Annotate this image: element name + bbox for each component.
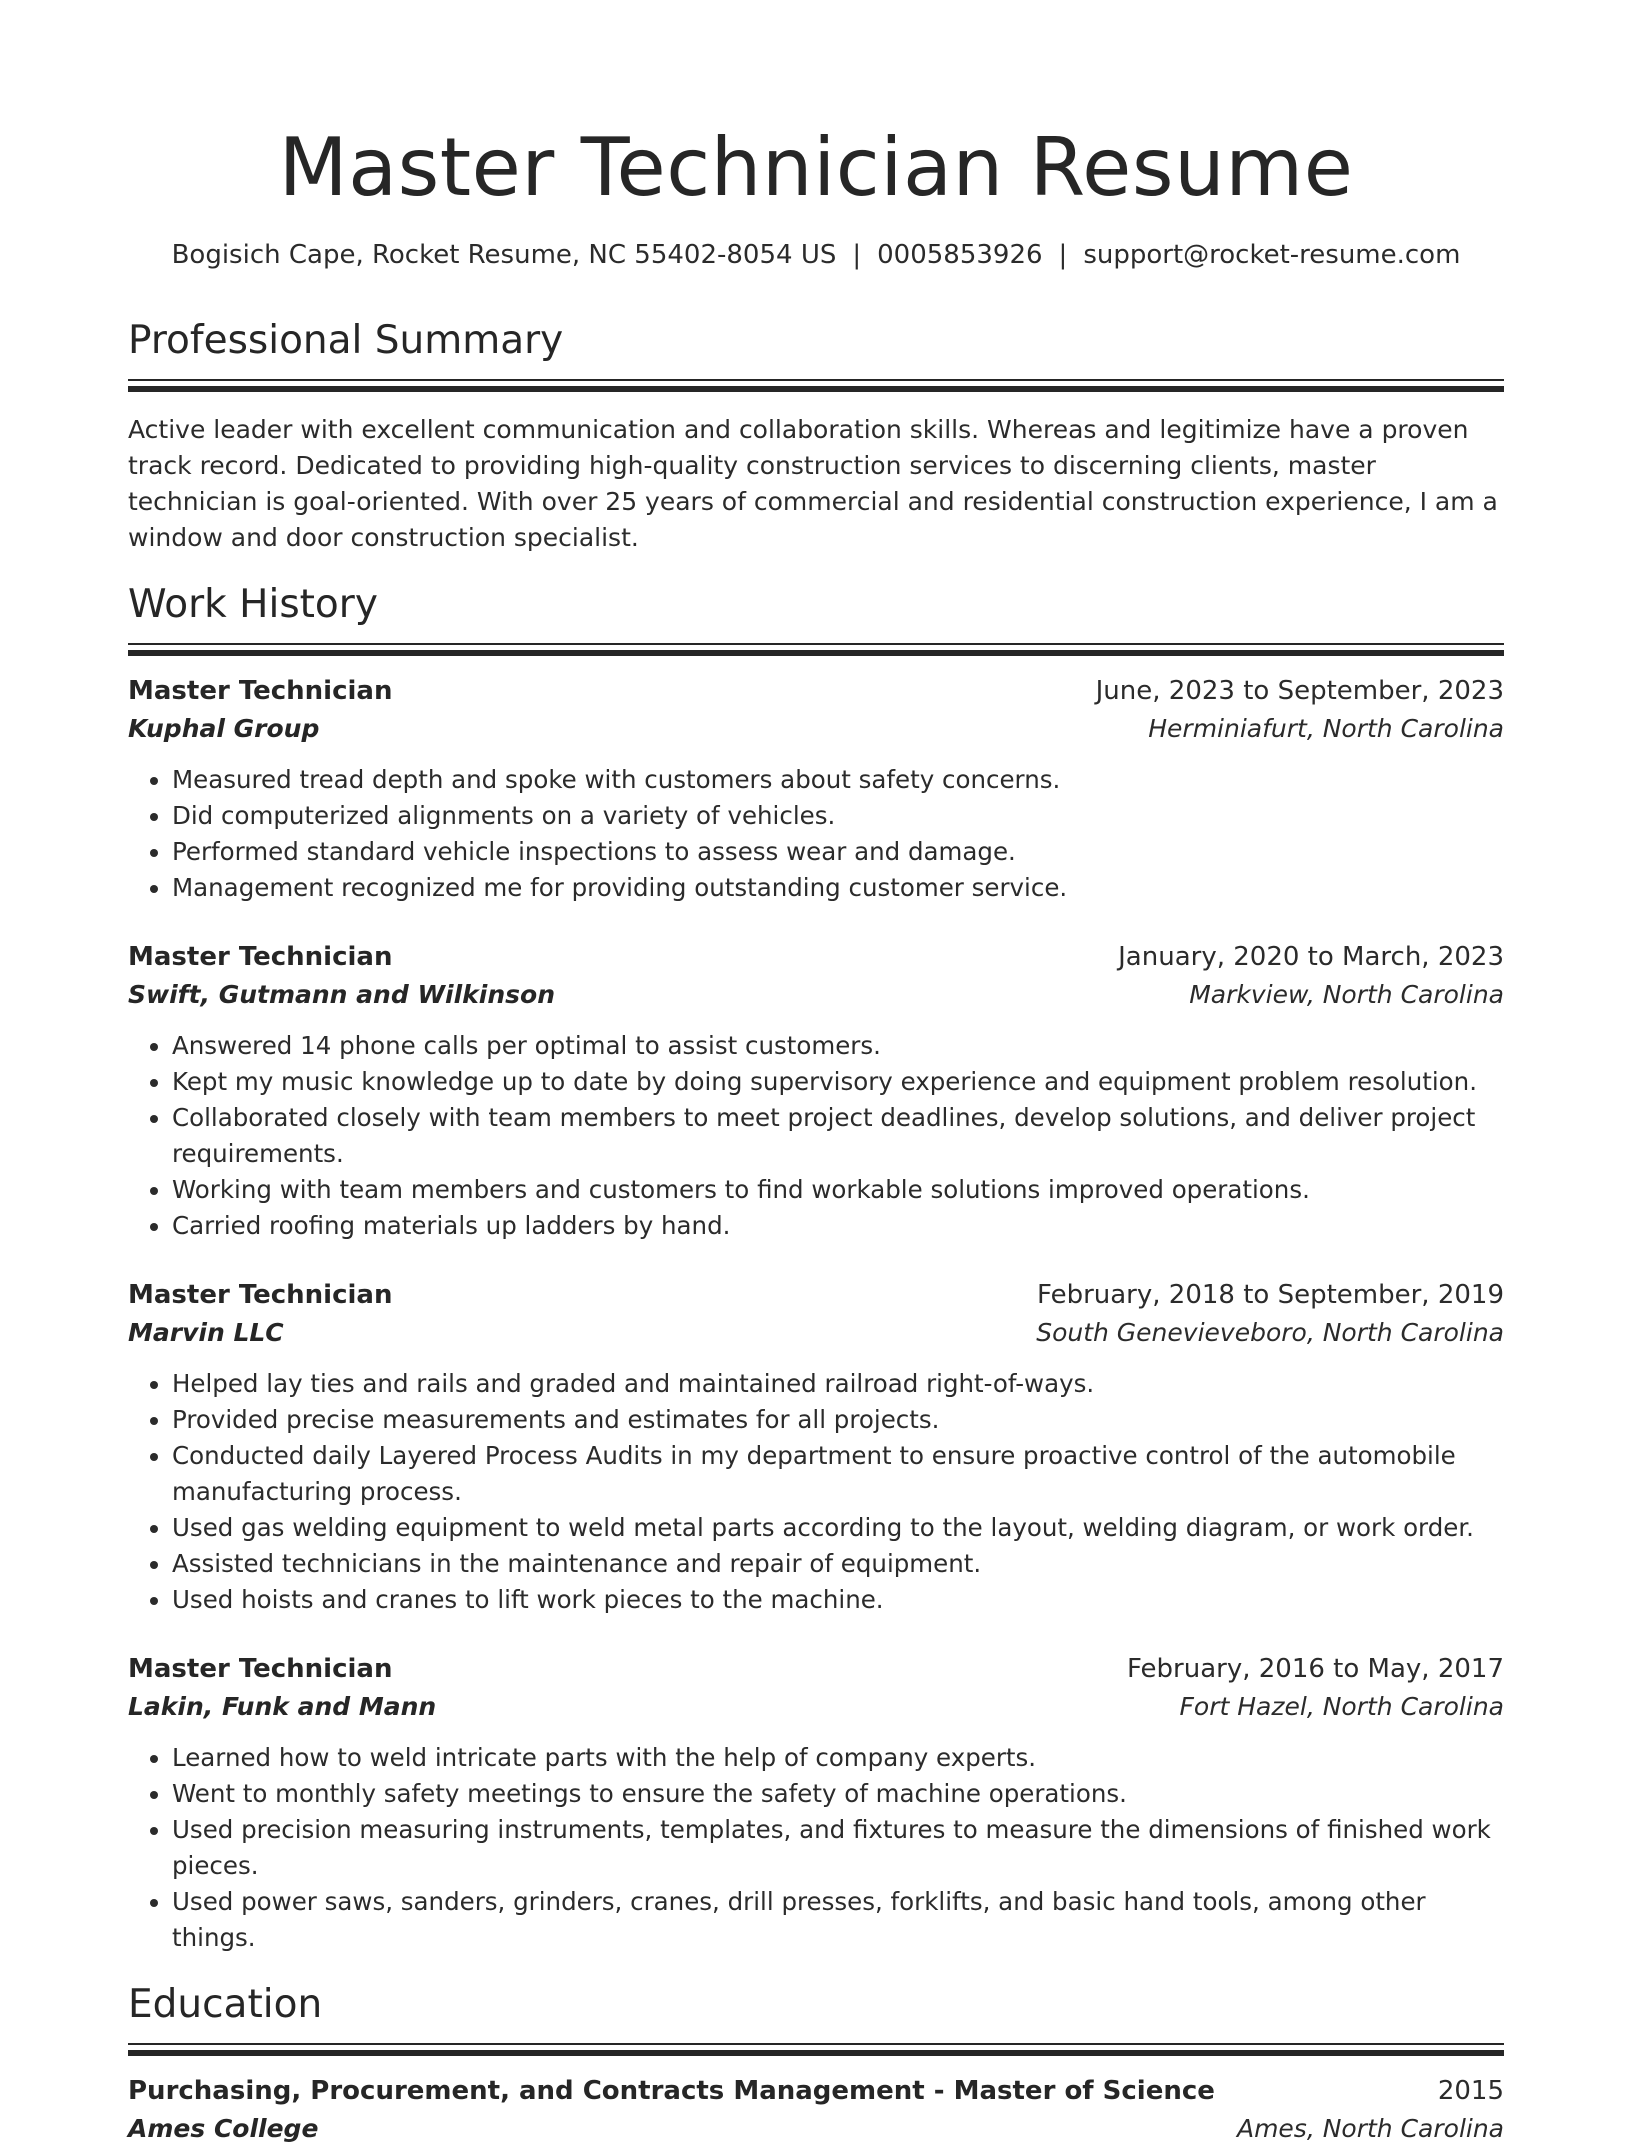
job-company: Swift, Gutmann and Wilkinson <box>128 980 556 1009</box>
job-location: Herminiafurt, North Carolina <box>1148 714 1504 743</box>
job-dates: January, 2020 to March, 2023 <box>1118 942 1504 972</box>
contact-separator: | <box>1058 240 1068 270</box>
list-item: • Learned how to weld intricate parts with the help of company experts. <box>172 1740 1504 1776</box>
list-item: • Carried roofing materials up ladders by hand. <box>172 1208 1504 1244</box>
list-item: • Answered 14 phone calls per optimal to assist customers. <box>172 1028 1504 1064</box>
job-entry <box>128 938 1504 1244</box>
section-heading-work: Work History <box>128 582 378 627</box>
education-entry <box>128 2072 1504 2148</box>
job-bullets <box>128 762 1504 906</box>
list-item: • Measured tread depth and spoke with customers about safety concerns. <box>172 762 1504 798</box>
job-title: Master Technician <box>128 676 393 706</box>
list-item: • Working with team members and customers to find workable solutions improved operations. <box>172 1172 1504 1208</box>
job-entry <box>128 1650 1504 1956</box>
contact-separator: | <box>852 240 862 270</box>
job-location: South Genevieveboro, North Carolina <box>1036 1318 1504 1347</box>
job-location: Fort Hazel, North Carolina <box>1179 1692 1504 1721</box>
job-title: Master Technician <box>128 1280 393 1310</box>
list-item: • Management recognized me for providing outstanding customer service. <box>172 870 1504 906</box>
contact-email: support@rocket-resume.com <box>1083 240 1461 270</box>
section-divider <box>128 379 1504 392</box>
job-location: Markview, North Carolina <box>1189 980 1504 1009</box>
summary-text: Active leader with excellent communication and collaboration skills. Whereas and legitimize have a proven track record. Dedicated to providing high-quality construction services to discerning clients, master technician is goal-oriented. With over 25 years of commercial and residential construction experience, I am a window and door construction specialist. <box>128 415 1498 552</box>
job-entry <box>128 672 1504 906</box>
list-item: • Provided precise measurements and estimates for all projects. <box>172 1402 1504 1438</box>
work-section <box>128 580 1504 1956</box>
job-dates: February, 2016 to May, 2017 <box>1127 1654 1504 1684</box>
list-item: • Collaborated closely with team members to meet project deadlines, develop solutions, and deliver project requirements. <box>172 1100 1504 1172</box>
job-company: Kuphal Group <box>128 714 320 743</box>
list-item: • Used gas welding equipment to weld metal parts according to the layout, welding diagram, or work order. <box>172 1510 1504 1546</box>
section-heading-summary: Professional Summary <box>128 318 564 363</box>
education-location: Ames, North Carolina <box>1236 2114 1504 2143</box>
list-item: • Assisted technicians in the maintenance and repair of equipment. <box>172 1546 1504 1582</box>
resume-page <box>128 0 1504 2148</box>
section-divider <box>128 2043 1504 2056</box>
list-item: • Helped lay ties and rails and graded and maintained railroad right-of-ways. <box>172 1366 1504 1402</box>
education-school: Ames College <box>128 2114 319 2143</box>
list-item: • Kept my music knowledge up to date by doing supervisory experience and equipment problem resolution. <box>172 1064 1504 1100</box>
list-item: • Performed standard vehicle inspections to assess wear and damage. <box>172 834 1504 870</box>
education-section <box>128 1980 1504 2148</box>
section-divider <box>128 643 1504 656</box>
list-item: • Used hoists and cranes to lift work pieces to the machine. <box>172 1582 1504 1618</box>
job-bullets <box>128 1740 1504 1956</box>
job-dates: February, 2018 to September, 2019 <box>1037 1280 1504 1310</box>
job-bullets <box>128 1366 1504 1618</box>
contact-line <box>128 238 1504 272</box>
job-company: Lakin, Funk and Mann <box>128 1692 437 1721</box>
list-item: • Did computerized alignments on a variety of vehicles. <box>172 798 1504 834</box>
job-entry <box>128 1276 1504 1618</box>
list-item: • Used power saws, sanders, grinders, cranes, drill presses, forklifts, and basic hand tools, among other things. <box>172 1884 1504 1956</box>
summary-section <box>128 316 1504 556</box>
education-year: 2015 <box>1437 2076 1504 2106</box>
job-title: Master Technician <box>128 942 393 972</box>
education-degree: Purchasing, Procurement, and Contracts Management - Master of Science <box>128 2076 1215 2106</box>
job-bullets <box>128 1028 1504 1244</box>
job-dates: June, 2023 to September, 2023 <box>1095 676 1504 706</box>
job-company: Marvin LLC <box>128 1318 284 1347</box>
contact-address: Bogisich Cape, Rocket Resume, NC 55402-8054 US <box>171 240 837 270</box>
page-title: Master Technician Resume <box>278 121 1354 214</box>
section-heading-education: Education <box>128 1982 323 2027</box>
contact-phone: 0005853926 <box>877 240 1043 270</box>
job-title: Master Technician <box>128 1654 393 1684</box>
list-item: • Conducted daily Layered Process Audits in my department to ensure proactive control of the automobile manufacturing process. <box>172 1438 1504 1510</box>
list-item: • Used precision measuring instruments, templates, and fixtures to measure the dimensions of finished work pieces. <box>172 1812 1504 1884</box>
list-item: • Went to monthly safety meetings to ensure the safety of machine operations. <box>172 1776 1504 1812</box>
